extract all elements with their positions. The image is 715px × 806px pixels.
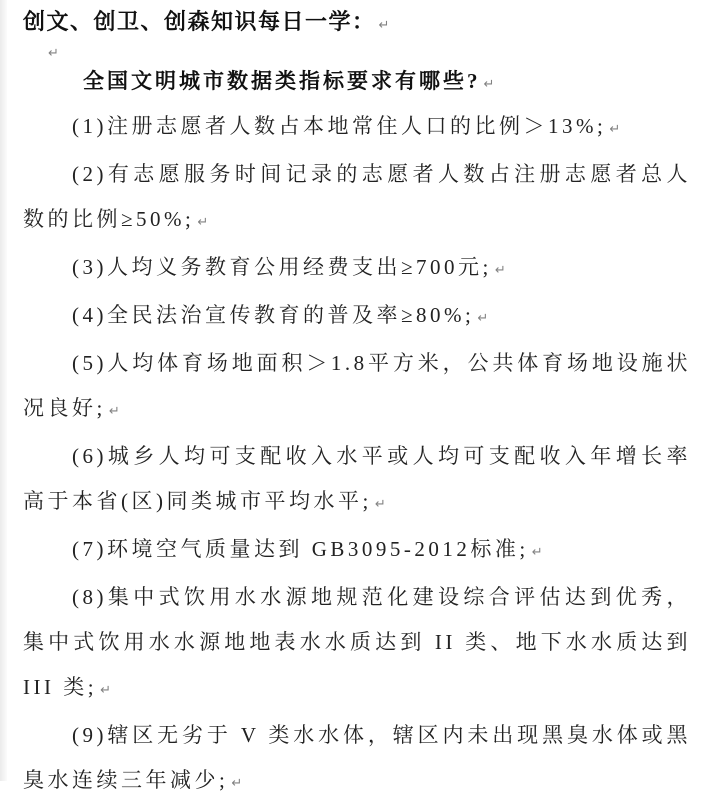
heading-text: 创文、创卫、创森知识每日一学： — [23, 9, 376, 34]
paragraph-text: (2)有志愿服务时间记录的志愿者人数占注册志愿者总人数的比例≥50%; — [23, 162, 691, 231]
document-heading[interactable] — [23, 0, 691, 44]
indicator-paragraph-7[interactable] — [23, 527, 691, 575]
return-arrow-icon: ↵ — [100, 683, 111, 698]
question-text: 全国文明城市数据类指标要求有哪些? — [83, 69, 481, 93]
indicator-paragraph-3[interactable] — [23, 245, 691, 293]
return-arrow-icon: ↵ — [378, 18, 390, 33]
paragraph-text: (6)城乡人均可支配收入水平或人均可支配收入年增长率高于本省(区)同类城市平均水平; — [23, 444, 691, 513]
return-arrow-icon: ↵ — [609, 122, 621, 137]
empty-paragraph[interactable] — [23, 44, 691, 62]
paragraph-text: (5)人均体育场地面积＞1.8平方米，公共体育场地设施状况良好; — [23, 351, 691, 420]
return-arrow-icon: ↵ — [197, 215, 209, 230]
indicator-paragraph-1[interactable] — [23, 104, 691, 152]
return-arrow-icon: ↵ — [374, 497, 386, 512]
paragraph-text: (4)全民法治宣传教育的普及率≥80%; — [72, 303, 475, 327]
return-arrow-icon: ↵ — [231, 776, 243, 791]
indicator-paragraph-8[interactable] — [23, 575, 691, 713]
question-heading[interactable] — [23, 62, 691, 104]
return-arrow-icon: ↵ — [494, 263, 506, 278]
indicator-paragraph-5[interactable] — [23, 341, 691, 434]
paragraph-text: (3)人均义务教育公用经费支出≥700元; — [72, 255, 492, 279]
return-arrow-icon: ↵ — [483, 77, 495, 92]
paragraph-text: (8)集中式饮用水水源地规范化建设综合评估达到优秀，集中式饮用水水源地地表水水质达到 II 类、地下水水质达到 III 类; — [23, 585, 691, 699]
page-left-edge — [0, 0, 7, 781]
indicator-paragraph-4[interactable] — [23, 293, 691, 341]
indicator-paragraph-9[interactable] — [23, 713, 691, 806]
return-arrow-icon: ↵ — [531, 545, 543, 560]
paragraph-text: (7)环境空气质量达到 GB3095-2012标准; — [72, 537, 529, 561]
return-arrow-icon: ↵ — [48, 46, 59, 61]
return-arrow-icon: ↵ — [108, 404, 120, 419]
paragraph-text: (1)注册志愿者人数占本地常住人口的比例＞13%; — [72, 114, 607, 138]
paragraph-text: (9)辖区无劣于 V 类水水体，辖区内未出现黑臭水体或黑臭水连续三年减少; — [23, 723, 691, 792]
indicator-paragraph-2[interactable] — [23, 152, 691, 245]
return-arrow-icon: ↵ — [477, 311, 489, 326]
document-content[interactable] — [23, 0, 691, 806]
indicator-paragraph-6[interactable] — [23, 434, 691, 527]
